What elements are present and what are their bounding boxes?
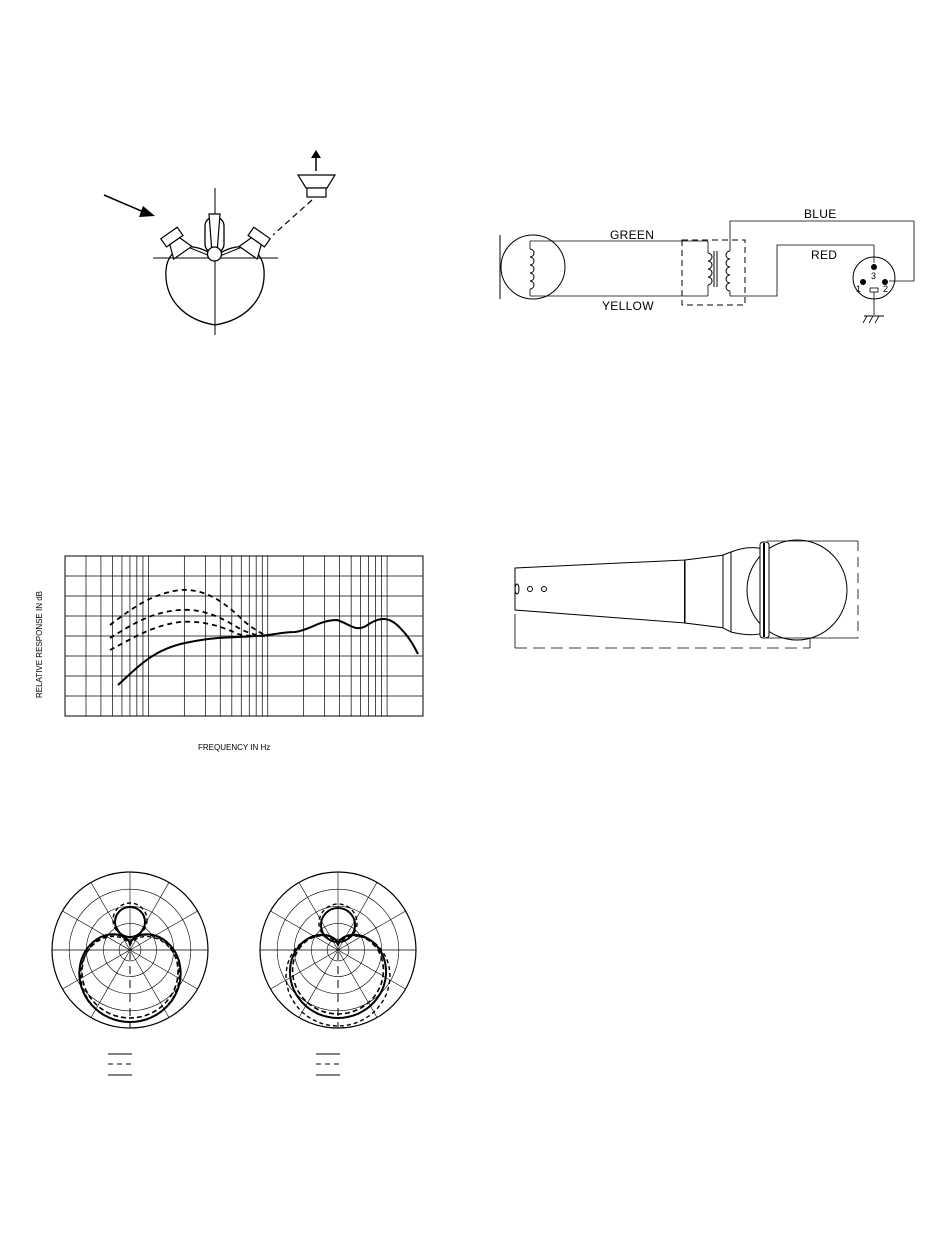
speaker-icon [160,227,192,259]
x-axis-label: FREQUENCY IN Hz [198,743,271,752]
polar-grid [260,872,416,1028]
response-curve-dashed-1 [110,590,268,636]
response-curve-dashed-2 [110,610,265,638]
placement-diagram [90,140,370,340]
polar-pattern-left [50,870,220,1090]
polar-legend [316,1054,340,1075]
arrow-icon [104,195,155,217]
arrow-icon [311,150,321,171]
yellow-wire-label: YELLOW [602,299,654,313]
speaker-icon [298,175,335,197]
pin-1-label: 1 [856,284,862,294]
red-wire-label: RED [811,248,838,262]
frequency-response-chart [30,550,440,760]
blue-wire-label: BLUE [804,207,837,221]
pin-2-label: 2 [883,284,889,294]
microphone-icon [205,214,224,261]
green-wire-label: GREEN [610,228,655,242]
polar-legend [108,1054,132,1075]
ground-icon [863,288,884,323]
response-curves [110,590,418,685]
pin-3-label: 3 [871,271,877,281]
wiring-diagram [490,195,930,345]
speaker-icon [239,227,271,259]
y-axis-label: RELATIVE RESPONSE IN dB [35,591,44,698]
polar-pattern-right [258,870,428,1090]
dimension-drawing [505,530,875,660]
polar-grid [52,872,208,1028]
